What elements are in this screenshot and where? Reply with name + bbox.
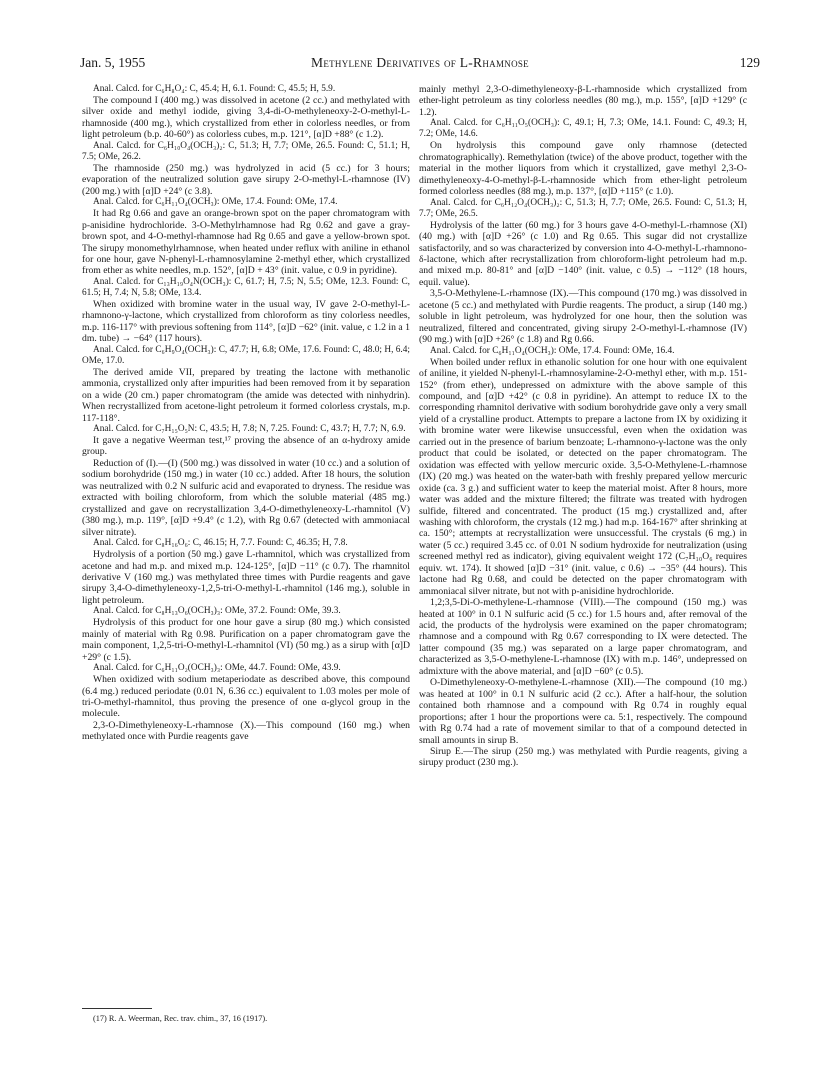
body-paragraph: When oxidized with bromine water in the usual way, IV gave 2-O-methyl-L-rhamnono-γ-lactone, which crystallized from chloroform as tiny colorless needles, m.p. 116-117° with previous softening from 114°, [α]D −62° (init. value, c 1.2 in a 1 dm. tube) → −64° (117 hours). [82,298,410,345]
body-paragraph: Hydrolysis of a portion (50 mg.) gave L-rhamnitol, which was crystallized from acetone and had m.p. and mixed m.p. 124-125°, [α]D −11° (c 0.7). The rhamnitol derivative V (160 mg.) was methylated three times with Purdie reagents and gave sirupy 3,4-O-dimethyleneoxy-1,2,5-tri-O-methyl-L-rhamnitol (146 mg.), soluble in light petroleum. [82,549,410,606]
body-paragraph: It gave a negative Weerman test,¹⁷ proving the absence of an α-hydroxy amide group. [82,434,410,458]
analysis-paragraph: Anal. Calcd. for C₆H₁₁O₄(OCH₃): OMe, 17.4. Found: OMe, 16.4. [430,345,675,356]
body-paragraph: Sirup E.—The sirup (250 mg.) was methylated with Purdie reagents, giving a sirupy product (230 mg.). [419,746,747,769]
body-paragraph: The derived amide VII, prepared by treating the lactone with methanolic ammonia, crystallized only after impurities had been removed from it by separation on a wide (20 cm.) paper chromatogram (the amide was detected with ninhydrin). When recrystallized from acetone-light petroleum it formed colorless crystals, m.p. 117-118°. [82,366,410,424]
page-number: 129 [739,55,760,70]
running-header [80,55,760,75]
analysis-paragraph: Anal. Calcd. for C₆H₁₁O₄(OCH₃): OMe, 17.4. Found: OMe, 17.4. [93,197,338,208]
analysis-paragraph: Anal. Calcd. for C₈H₁₃O₆(OCH₃)₃: OMe, 37.2. Found: OMe, 39.3. [93,606,341,617]
body-paragraph: Reduction of (I).—(I) (500 mg.) was dissolved in water (10 cc.) and a solution of sodium borohydride (150 mg.) in water (10 cc.) added. After 18 hours, the solution was neutralized with 0.2 N sulfuric acid and evaporated to dryness. The residue was extracted with boiling chloroform, from which the soluble material (485 mg.) crystallized and gave on recrystallization 3,4-O-dimethyleneoxy-L-rhamnitol (V) (380 mg.), m.p. 119°, [α]D +9.4° (c 1.2), with Rg 0.67 (detected with ammoniacal silver nitrate). [82,457,410,538]
body-paragraph: Hydrolysis of the latter (60 mg.) for 3 hours gave 4-O-methyl-L-rhamnose (XI) (40 mg.) with [α]D +26° (c 1.0) and Rg 0.65. This sugar did not crystallize satisfactorily, and so was characterized by conversion into 4-O-methyl-L-rhamnono-δ-lactone, which after recrystallization from chloroform-light petroleum had m.p. and mixed m.p. 80-81° and [α]D −140° (init. value, c 0.5) → −112° (18 hours, equil. value). [419,219,747,288]
right-column [419,84,747,769]
analysis-paragraph: Anal. Calcd. for C₆H₁₀O₄(OCH₃)₂: C, 51.3; H, 7.7; OMe, 26.5. Found: C, 51.1; H, 7.5; OMe, 26.2. [82,140,410,162]
body-paragraph: On hydrolysis this compound gave only rhamnose (detected chromatographically). Remethylation (twice) of the above product, together with the material in the mother liquors from which it crystallized, gave methyl 2,3-O-dimethyleneoxy-4-O-methyl-β-L-rhamnoside which from ether-light petroleum formed colorless needles (88 mg.), m.p. 137°, [α]D +115° (c 1.0). [419,140,747,198]
analysis-paragraph: Anal. Calcd. for C₆H₉O₄(OCH₃): C, 47.7; H, 6.8; OMe, 17.6. Found: C, 48.0; H, 6.4; OMe, 17.0. [82,344,410,366]
body-paragraph: When boiled under reflux in ethanolic solution for one hour with one equivalent of aniline, it yielded N-phenyl-L-rhamnosylamine-2-O-methyl ether, with m.p. 151-152° (from ether), undepressed on admixture with the above sample of this compound, and [α]D +42° (c 0.8 in pyridine). An attempt to reduce IX to the corresponding rhamnitol derivative with sodium borohydride gave only a very small yield of a crystalline product. Attempts to prepare a lactone from IX by oxidizing it with bromine water were likewise unsuccessful, even when the oxidation was carried out in the presence of barium benzoate; L-rhamnono-γ-lactone was the only product that could be isolated, or detected on the paper chromatogram. The oxidation was effected with yellow mercuric oxide. 3,5-O-Methylene-L-rhamnose (IX) (20 mg.) was heated on the water-bath with freshly prepared yellow mercuric oxide (ca. 3 g.) and sufficient water to keep the material moist. After 8 hours, more water was added and the mixture filtered; the filtrate was treated with hydrogen sulfide, filtered and concentrated. The product (15 mg.) crystallized and, after washing with chloroform, the crystals (12 mg.) had m.p. 164-167° after shrinking at ca. 150°; attempts at recrystallization were unsuccessful. The crystals (6 mg.) in water (5 cc.) required 3.45 cc. of 0.01 N sodium hydroxide for neutralization (using screened methyl red as indicator), giving equivalent weight 172 (C₇H₁₀O₆ requires equiv. wt. 174). It showed [α]D −31° (init. value, c 0.6) → −35° (44 hours). This lactone had Rg 0.68, and could be detected on the paper chromatogram with ammoniacal silver nitrate, but not with p-anisidine hydrochloride. [419,356,747,597]
body-paragraph: mainly methyl 2,3-O-dimethyleneoxy-β-L-rhamnoside which crystallized from ether-light petroleum as tiny colorless needles (80 mg.), m.p. 155°, [α]D +129° (c 1.2). [419,84,747,118]
body-paragraph: 2,3-O-Dimethyleneoxy-L-rhamnose (X).—This compound (160 mg.) when methylated once with Purdie reagents gave [82,719,410,743]
analysis-paragraph: Anal. Calcd. for C₆H₁₁O₂(OCH₃)₃: OMe, 44.7. Found: OMe, 43.9. [93,663,341,674]
issue-date: Jan. 5, 1955 [80,55,146,70]
body-paragraph: It had Rg 0.66 and gave an orange-brown spot on the paper chromatogram with p-anisidine hydrochloride. 3-O-Methylrhamnose had Rg 0.62 and gave a gray-brown spot, and 4-O-methyl-rhamnose had Rg 0.65 and gave a yellow-brown spot. The sirupy monomethylrhamnose, when heated under reflux with aniline in ethanol for one hour, gave N-phenyl-L-rhamnosylamine 2-methyl ether, which crystallized from ether as white needles, m.p. 152°, [α]D + 43° (init. value, c 0.9 in pyridine). [82,208,410,277]
body-paragraph: 3,5-O-Methylene-L-rhamnose (IX).—This compound (170 mg.) was dissolved in acetone (5 cc.) and methylated with Purdie reagents. The product, a sirup (140 mg.) soluble in light petroleum, was hydrolyzed for one hour, then the solution was neutralized, filtered and concentrated, giving sirupy 2-O-methyl-L-rhamnose (IV) (90 mg.) with [α]D +26° (c 1.8) and Rg 0.66. [419,288,747,346]
analysis-paragraph: Anal. Calcd. for C₆H₁₂O₄(OCH₃)₂: C, 51.3; H, 7.7; OMe, 26.5. Found: C, 51.3; H, 7.7; OMe, 26.5. [419,197,747,219]
footnote: (17) R. A. Weerman, Rec. trav. chim., 37, 16 (1917). [93,1014,268,1023]
analysis-paragraph: Anal. Calcd. for C₈H₁₆O₆: C, 46.15; H, 7.7. Found: C, 46.35; H, 7.8. [93,538,348,549]
body-paragraph: When oxidized with sodium metaperiodate as described above, this compound (6.4 mg.) reduced periodate (0.01 N, 6.36 cc.) equivalent to 1.03 moles per mole of tri-O-methyl-rhamnitol, thus proving the presence of one α-glycol group in the molecule. [82,674,410,720]
body-paragraph: Hydrolysis of this product for one hour gave a sirup (80 mg.) which consisted mainly of material with Rg 0.98. Purification on a paper chromatogram gave the main component, 1,2,5-tri-O-methyl-L-rhamnitol (VI) (50 mg.) as a sirup with [α]D +29° (c 1.5). [82,617,410,663]
analysis-paragraph: Anal. Calcd. for C₁₃H₁₉O₄N(OCH₃): C, 61.7; H, 7.5; N, 5.5; OMe, 12.3. Found: C, 61.5; H, 7.4; N, 5.8; OMe, 13.4. [82,276,410,298]
body-paragraph: 1,2;3,5-Di-O-methylene-L-rhamnose (VIII).—The compound (150 mg.) was heated at 100° in 0.1 N sulfuric acid (5 cc.) for 1.5 hours and, after removal of the acid, the products of the hydrolysis were examined on the paper chromatogram; rhamnose and a compound with Rg 0.67 corresponding to IX were detected. The latter compound (35 mg.) was separated on a large paper chromatogram, and characterized as 3,5-O-methylene-L-rhamnose (IX) with m.p. 146°, undepressed on admixture with the above material, and [α]D −60° (c 0.5). [419,597,747,677]
body-paragraph: The rhamnoside (250 mg.) was hydrolyzed in acid (5 cc.) for 3 hours; evaporation of the neutralized solution gave sirupy 2-O-methyl-L-rhamnose (IV) (200 mg.) with [α]D +24° (c 3.8). [82,162,410,197]
footnote-rule [82,1008,152,1009]
body-paragraph: O-Dimethyleneoxy-O-methylene-L-rhamnose (XII).—The compound (10 mg.) was heated at 100° in 0.1 N sulfuric acid (2 cc.). After a half-hour, the solution contained both rhamnose and a compound with Rg 0.74 in roughly equal proportions; after 1 hour the proportions were ca. 5:1, respectively. The compound with Rg 0.74 had a rate of movement similar to that of a compound detected in small amounts in sirup B. [419,677,747,746]
analysis-paragraph: Anal. Calcd. for C₇H₁₅O₅N: C, 43.5; H, 7.8; N, 7.25. Found: C, 43.7; H, 7.7; N, 6.9. [93,423,406,434]
left-column [82,84,410,743]
analysis-paragraph: Anal. Calcd. for C₆H₈O₄: C, 45.4; H, 6.1. Found: C, 45.5; H, 5.9. [93,84,336,94]
running-title: Methylene Derivatives of L-Rhamnose [311,55,529,70]
body-paragraph: The compound I (400 mg.) was dissolved in acetone (2 cc.) and methylated with silver oxide and methyl iodide, giving 3,4-di-O-methyleneoxy-2-O-methyl-L-rhamnoside (400 mg.), which crystallized from ether in colorless needles, or from light petroleum (b.p. 40-60°) as colorless cubes, m.p. 121°, [α]D +88° (c 1.2). [82,95,410,141]
analysis-paragraph: Anal. Calcd. for C₆H₁₁O₅(OCH₃): C, 49.1; H, 7.3; OMe, 14.1. Found: C, 49.3; H, 7.2; OMe, 14.6. [419,118,747,140]
